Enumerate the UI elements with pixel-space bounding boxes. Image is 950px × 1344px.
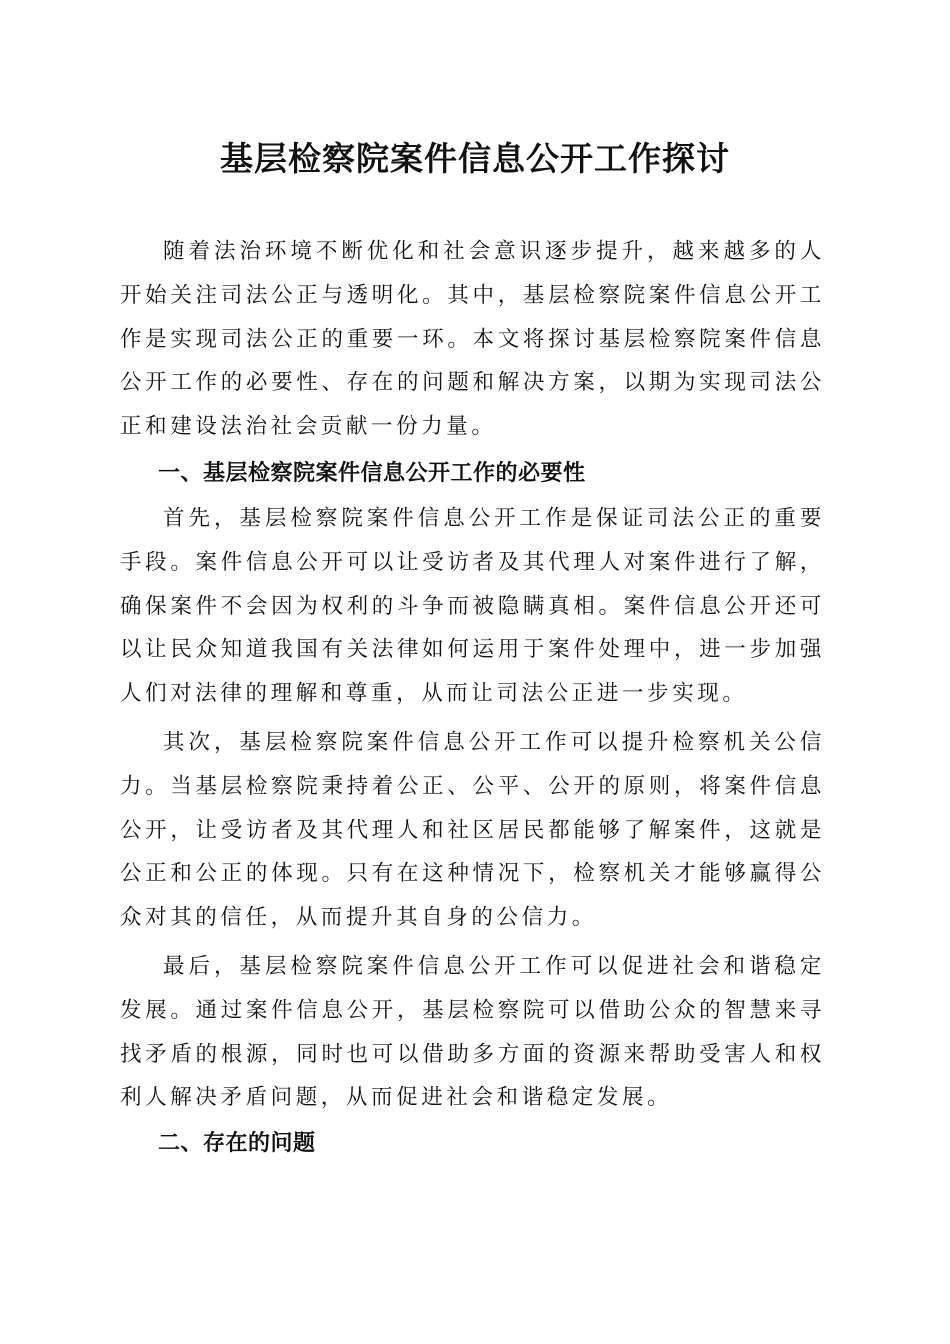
section-heading-problems: 二、存在的问题 (158, 1131, 316, 1156)
intro-paragraph: 随着法治环境不断优化和社会意识逐步提升，越来越多的人开始关注司法公正与透明化。其中，基层检察院案件信息公开工作是实现司法公正的重要一环。本文将探讨基层检察院案件信息公开工作的必要性、存在的问题和解决方案，以期为实现司法公正和建设法治社会贡献一份力量。 (120, 239, 825, 440)
section-heading-necessity: 一、基层检察院案件信息公开工作的必要性 (158, 461, 586, 486)
paragraph-third-point: 最后，基层检察院案件信息公开工作可以促进社会和谐稳定发展。通过案件信息公开，基层检察院可以借助公众的智慧来寻找矛盾的根源，同时也可以借助多方面的资源来帮助受害人和权利人解决矛盾问题，从而促进社会和谐稳定发展。 (120, 954, 825, 1111)
paragraph-second-point: 其次，基层检察院案件信息公开工作可以提升检察机关公信力。当基层检察院秉持着公正、公平、公开的原则，将案件信息公开，让受访者及其代理人和社区居民都能够了解案件，这就是公正和公正的体现。只有在这种情况下，检察机关才能够赢得公众对其的信任，从而提升其自身的公信力。 (120, 730, 825, 931)
document-title: 基层检察院案件信息公开工作探讨 (220, 139, 730, 178)
paragraph-first-point: 首先，基层检察院案件信息公开工作是保证司法公正的重要手段。案件信息公开可以让受访者及其代理人对案件进行了解，确保案件不会因为权利的斗争而被隐瞒真相。案件信息公开还可以让民众知道我国有关法律如何运用于案件处理中，进一步加强人们对法律的理解和尊重，从而让司法公正进一步实现。 (120, 506, 825, 707)
